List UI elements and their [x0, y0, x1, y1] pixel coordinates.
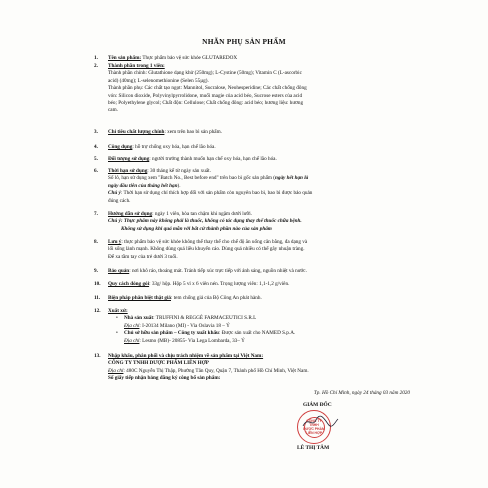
- warning-label: Chú ý:: [108, 218, 123, 225]
- owner-address: : Lesmo (MB)- 20855- Via Lega Lombarda, 33– Ý: [139, 337, 245, 344]
- importer-address: : 480C Nguyễn Thị Thập, Phường Tân Quy, Quận 7, Thành phố Hồ Chí Minh, Việt Nam.: [123, 367, 309, 374]
- notes-value: : thực phẩm bảo vệ sức khỏe không thể thay thế cho chế độ ăn uống cân bằng, đa dạng và: [121, 239, 308, 245]
- bullet-icon: •: [116, 330, 118, 337]
- ingredients-line: béo; Polyethylene glycol; Chất độn: Cellulose; Chất chống đông: acid béo; hương liệu: hương: [108, 100, 304, 107]
- section-quality: [94, 129, 438, 136]
- origin-label: Xuất xứ:: [108, 308, 128, 314]
- signer-name: LÊ THỊ TÂM: [297, 445, 330, 451]
- quality-label: Chỉ tiêu chất lượng chính: [108, 129, 165, 135]
- directions-value: : ngày 1 viên, hòa tan chậm khi ngậm dưới lưỡi.: [152, 211, 252, 217]
- maker-label: Nhà sản xuất: [124, 315, 154, 322]
- owner-address-label: Địa chỉ: [124, 337, 140, 344]
- director-title: GIÁM ĐỐC: [303, 402, 332, 408]
- expiry-note-cont: ngày đầu tiên của tháng hết hạn: [108, 182, 178, 189]
- section-origin: [94, 308, 438, 345]
- notes-label: Lưu ý: [108, 239, 122, 245]
- seal-line: TNHH: [309, 423, 319, 427]
- section-storage: [94, 268, 438, 275]
- notes-line: Để xa tầm tay của trẻ dưới 3 tuổi.: [108, 253, 178, 260]
- place-date: Tp. Hồ Chí Minh, ngày 24 tháng 03 năm 2020: [313, 390, 410, 396]
- seal-line: DƯỢC PHẨM: [303, 427, 325, 431]
- shelf-life-label: Thời hạn sử dụng: [108, 168, 148, 174]
- maker-address: : I-20134 Milano (MI) - Via Oslavia 18 – Ý: [139, 322, 230, 329]
- ingredients-line: acid) (40mg); L-selenomethionine (Selen 55µg).: [108, 77, 209, 84]
- authenticity-label: Biện pháp phân biệt thật giả: [108, 295, 171, 301]
- shelf-note-cont: đúng cách.: [108, 197, 131, 204]
- seal-line: CÔNG TY: [306, 419, 322, 423]
- notes-line: lối sống lành mạnh. Không dùng quá liều khuyến cáo. Dùng quá nhiều có thể gây nhuận tràng.: [108, 246, 305, 253]
- section-number: 7.: [94, 211, 98, 217]
- target-users-label: Đối tượng sử dụng: [108, 156, 150, 162]
- section-number: 11.: [94, 295, 101, 301]
- uses-value: : hỗ trợ chống oxy hóa, hạn chế lão hóa.: [132, 144, 216, 150]
- batch-info: Số lô, hạn sử dụng xem "Batch No., Best before end" trên bao bì gốc sản phẩm (: [108, 175, 275, 182]
- section-directions: [94, 211, 438, 233]
- section-shelf-life: [94, 168, 438, 205]
- owner-label: Chủ sở hữu sản phẩm – Công ty xuất khẩu: [124, 330, 219, 337]
- shelf-note-label: Chú ý: [108, 190, 121, 197]
- section-ingredients: [94, 63, 438, 115]
- expiry-note: ngày hết hạn là: [274, 175, 309, 182]
- importer-label: Nhập khẩu, phân phối và chịu trách nhiệm về sản phẩm tại Việt Nam:: [108, 353, 264, 359]
- product-name-label: Tên sản phẩm:: [108, 55, 142, 61]
- section-number: 13.: [94, 353, 101, 359]
- uses-label: Công dụng: [108, 144, 133, 150]
- maker-value: : TRUFFINI & REGGÈ FARMACEUTICI S.R.L: [153, 315, 257, 322]
- product-name-value: Thực phẩm bảo vệ sức khỏe GLUTAREDOX: [141, 55, 238, 61]
- importer-company: CÔNG TY TNHH DƯỢC PHẨM LIÊN HỢP: [108, 360, 209, 367]
- section-packaging: [94, 281, 438, 288]
- storage-label: Bảo quản: [108, 268, 130, 274]
- section-number: 5.: [94, 156, 98, 162]
- signature-icon: [300, 414, 340, 430]
- directions-label: Hướng dẫn sử dụng: [108, 211, 153, 217]
- warning-text: Thực phẩm này không phải là thuốc, không có tác dụng thay thế thuốc chữa bệnh.: [122, 218, 302, 225]
- section-number: 10.: [94, 281, 101, 287]
- section-uses: [94, 144, 438, 151]
- section-number: 3.: [94, 129, 98, 135]
- packaging-value: : 33g/ hộp. Hộp 5 vỉ x 6 viên nén. Trọng lượng viên: 1,1-1,2 g/viên.: [149, 281, 290, 287]
- section-number: 8.: [94, 239, 98, 245]
- seal-line: LIÊN HỢP: [305, 431, 323, 435]
- section-number: 1.: [94, 55, 98, 61]
- section-authenticity: [94, 295, 438, 302]
- ingredients-label: Thành phần trong 1 viên:: [108, 63, 165, 69]
- warning-text-cont: Không sử dụng khi quá mẫn với bất cứ thành phần nào của sản phẩm: [121, 225, 272, 232]
- target-users-value: : người trưởng thành muốn hạn chế oxy hóa, hạn chế lão hóa.: [149, 156, 277, 162]
- shelf-life-value: : 30 tháng kể từ ngày sản xuất.: [147, 168, 211, 174]
- section-importer: [94, 353, 438, 383]
- section-number: 9.: [94, 268, 98, 274]
- authenticity-value: : tem chống giả của Bộ Công An phát hành.: [171, 295, 262, 301]
- section-number: 6.: [94, 168, 98, 174]
- importer-address-label: Địa chỉ: [108, 367, 124, 374]
- maker-address-label: Địa chỉ: [124, 322, 140, 329]
- quality-value: : xem trên bao bì sản phẩm.: [164, 129, 222, 135]
- storage-value: : nơi khô ráo, thoáng mát. Tránh tiếp xúc trực tiếp với ánh sáng, nguồn nhiệt và nước.: [129, 268, 307, 274]
- section-number: 2.: [94, 63, 98, 69]
- ingredients-line: vón: Silicon dioxide, Polyvinylpyrrolidone, muối magie của acid béo, Sucrose esters của acid: [108, 92, 303, 99]
- document-title: NHÃN PHỤ SẢN PHẨM: [202, 37, 286, 46]
- owner-value: : Được sản xuất cho NAMED S.p.A.: [218, 330, 296, 337]
- expiry-close: ).: [177, 182, 181, 189]
- section-product-name: [94, 55, 438, 62]
- shelf-note: : Thời hạn sử dụng chỉ thích hợp đối với sản phẩm còn nguyên bao bì, bao bì được bảo quản: [120, 190, 313, 197]
- ingredients-line: Thành phần phụ: Các chất tạo ngọt: Mannitol, Sucralose, Neohesperidine; Các chất chống đông: [108, 85, 307, 92]
- registration-label: Số giấy tiếp nhận bảng đăng ký công bố sản phẩm:: [108, 375, 221, 382]
- section-number: 12.: [94, 308, 101, 314]
- section-number: 4.: [94, 144, 98, 150]
- section-notes: [94, 239, 438, 261]
- section-target-users: [94, 156, 438, 163]
- bullet-icon: •: [116, 315, 118, 322]
- ingredients-line: Thành phần chính: Glutathione dạng khử (250mg); L-Cystine (50mg); Vitamin C (L-ascorbic: [108, 70, 302, 77]
- packaging-label: Quy cách đóng gói: [108, 281, 150, 287]
- ingredients-line: cam.: [108, 107, 118, 114]
